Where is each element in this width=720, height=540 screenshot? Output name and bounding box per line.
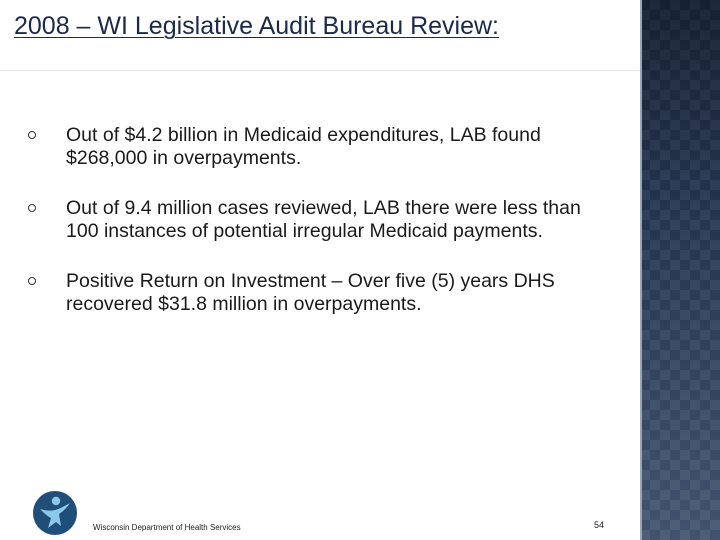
bullet-item <box>28 124 618 170</box>
footer-organization: Wisconsin Department of Health Services <box>93 523 241 532</box>
title-divider <box>0 70 640 71</box>
wisconsin-dhs-logo-icon <box>32 490 78 536</box>
bullet-item <box>28 270 618 316</box>
bullet-text: Out of 9.4 million cases reviewed, LAB there were less than 100 instances of potential irregular Medicaid payments. <box>66 197 581 242</box>
bullet-list <box>28 124 618 343</box>
bullet-text: Positive Return on Investment – Over five (5) years DHS recovered $31.8 million in overpayments. <box>66 270 555 315</box>
bullet-item <box>28 197 618 243</box>
slide-title: 2008 – WI Legislative Audit Bureau Review: <box>14 12 499 40</box>
bullet-text: Out of $4.2 billion in Medicaid expenditures, LAB found $268,000 in overpayments. <box>66 124 541 169</box>
side-panel-edge <box>640 0 642 540</box>
decorative-side-panel <box>640 0 720 540</box>
hollow-circle-icon <box>28 204 36 212</box>
page-number: 54 <box>594 520 605 530</box>
hollow-circle-icon <box>28 277 36 285</box>
hollow-circle-icon <box>28 131 36 139</box>
